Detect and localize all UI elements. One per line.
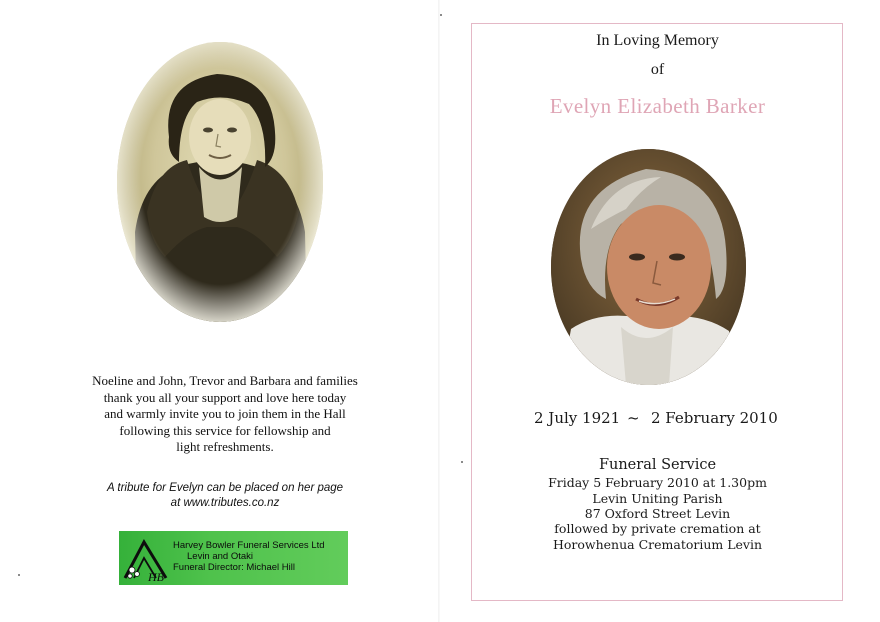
crematorium-name: Horowhenua Crematorium Levin xyxy=(552,537,763,552)
thanks-line: and warmly invite you to join them in the Hall xyxy=(104,406,346,421)
svg-text:HB: HB xyxy=(148,570,164,584)
elderly-portrait-image xyxy=(551,149,746,385)
birth-date: 2 July 1921 xyxy=(534,409,621,427)
fd-locations: Levin and Otaki xyxy=(187,551,254,562)
vintage-portrait-photo xyxy=(117,42,323,322)
service-date-time: Friday 5 February 2010 at 1.30pm xyxy=(548,475,767,490)
paper-speck xyxy=(461,461,463,463)
date-separator: ~ xyxy=(627,409,640,427)
thanks-line: thank you all your support and love here today xyxy=(103,389,347,405)
service-venue: Levin Uniting Parish xyxy=(592,491,723,506)
funeral-director-logo xyxy=(119,531,348,585)
fd-director: Funeral Director: Michael Hill xyxy=(173,562,295,573)
cremation-note: followed by private cremation at xyxy=(554,521,761,536)
thanks-line: light refreshments. xyxy=(176,439,274,454)
right-page xyxy=(440,0,880,622)
thanks-line: following this service for fellowship and xyxy=(119,422,331,438)
death-date: 2 February 2010 xyxy=(651,409,778,427)
paper-speck xyxy=(440,14,442,16)
tribute-line: at www.tributes.co.nz xyxy=(170,497,280,509)
deceased-name: Evelyn Elizabeth Barker xyxy=(549,94,766,118)
in-loving-memory-heading: In Loving Memory xyxy=(596,32,719,49)
funeral-director-details xyxy=(173,540,345,573)
thank-you-message xyxy=(40,373,410,456)
funeral-service-heading: Funeral Service xyxy=(598,457,717,473)
paper-speck xyxy=(18,574,20,576)
tribute-note xyxy=(40,481,410,511)
of-heading: of xyxy=(650,61,665,78)
vintage-portrait-image xyxy=(117,42,323,322)
elderly-portrait-photo xyxy=(551,149,746,385)
service-address: 87 Oxford Street Levin xyxy=(584,506,731,521)
fd-company-name: Harvey Bowler Funeral Services Ltd xyxy=(173,540,325,551)
hb-monogram-icon xyxy=(122,534,172,584)
tribute-line: A tribute for Evelyn can be placed on her page xyxy=(106,482,344,494)
thanks-line: Noeline and John, Trevor and Barbara and families xyxy=(92,373,358,388)
